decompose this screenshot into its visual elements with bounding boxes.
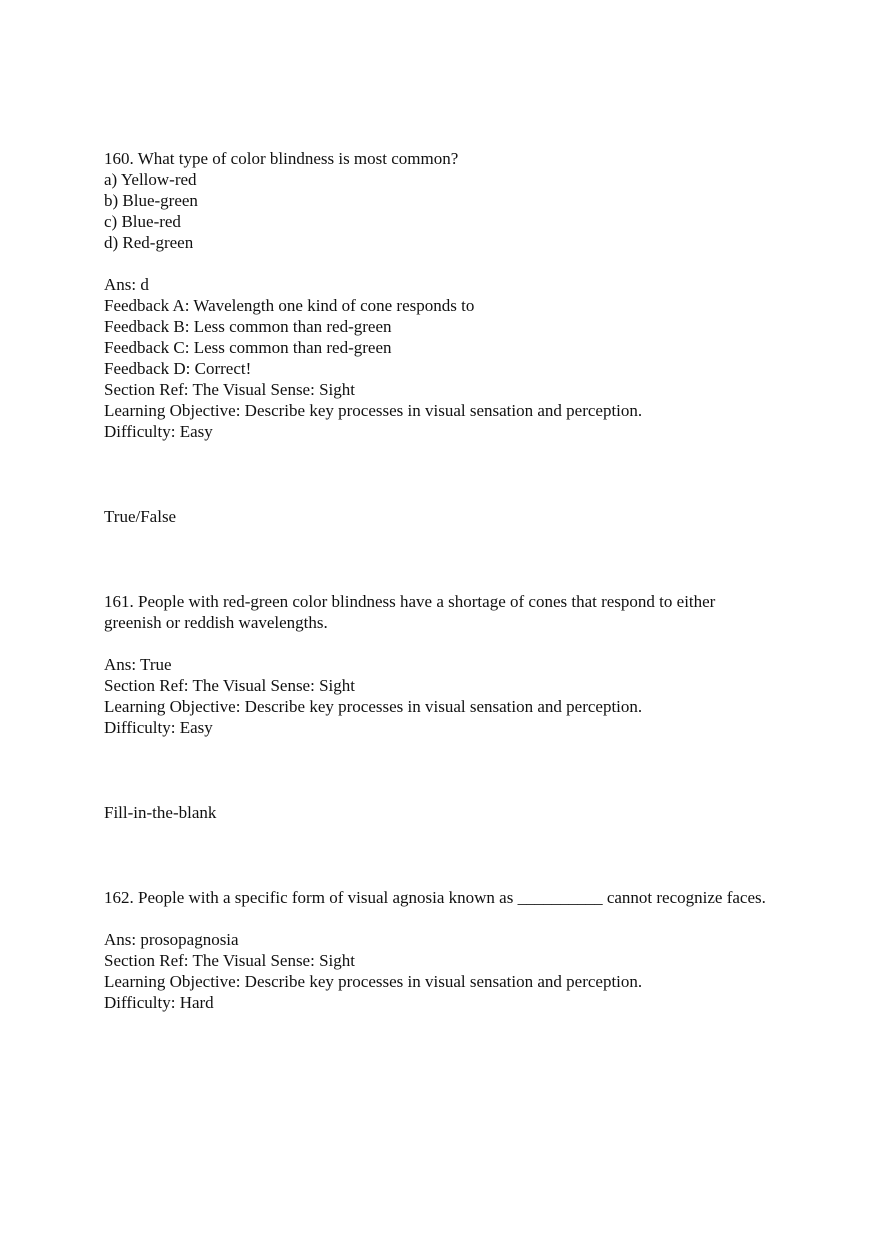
question-stem: 160. What type of color blindness is most common? (104, 149, 459, 168)
option-a: a) Yellow-red (104, 170, 197, 189)
option-b: b) Blue-green (104, 191, 198, 210)
answer: Ans: d (104, 275, 149, 294)
difficulty: Difficulty: Hard (104, 993, 214, 1012)
learning-objective: Learning Objective: Describe key processes in visual sensation and perception. (104, 697, 643, 716)
feedback-d: Feedback D: Correct! (104, 359, 252, 378)
difficulty: Difficulty: Easy (104, 718, 213, 737)
feedback-a: Feedback A: Wavelength one kind of cone responds to (104, 296, 475, 315)
section-heading-true-false: True/False (104, 507, 177, 526)
feedback-c: Feedback C: Less common than red-green (104, 338, 392, 357)
section-ref: Section Ref: The Visual Sense: Sight (104, 676, 355, 695)
question-stem: 161. People with red-green color blindness have a shortage of cones that respond to either greenish or reddish wavelengths. (104, 592, 716, 632)
answer: Ans: prosopagnosia (104, 930, 239, 949)
section-ref: Section Ref: The Visual Sense: Sight (104, 951, 355, 970)
option-d: d) Red-green (104, 233, 194, 252)
question-160 (104, 148, 824, 442)
option-c: c) Blue-red (104, 212, 181, 231)
question-161 (104, 591, 824, 738)
section-ref: Section Ref: The Visual Sense: Sight (104, 380, 355, 399)
learning-objective: Learning Objective: Describe key processes in visual sensation and perception. (104, 972, 643, 991)
document-page (104, 148, 824, 1013)
answer: Ans: True (104, 655, 172, 674)
learning-objective: Learning Objective: Describe key processes in visual sensation and perception. (104, 401, 643, 420)
feedback-b: Feedback B: Less common than red-green (104, 317, 392, 336)
section-heading-fill-in-the-blank: Fill-in-the-blank (104, 803, 217, 822)
difficulty: Difficulty: Easy (104, 422, 213, 441)
question-stem: 162. People with a specific form of visual agnosia known as __________ cannot recognize faces. (104, 888, 766, 907)
question-162 (104, 887, 824, 1013)
